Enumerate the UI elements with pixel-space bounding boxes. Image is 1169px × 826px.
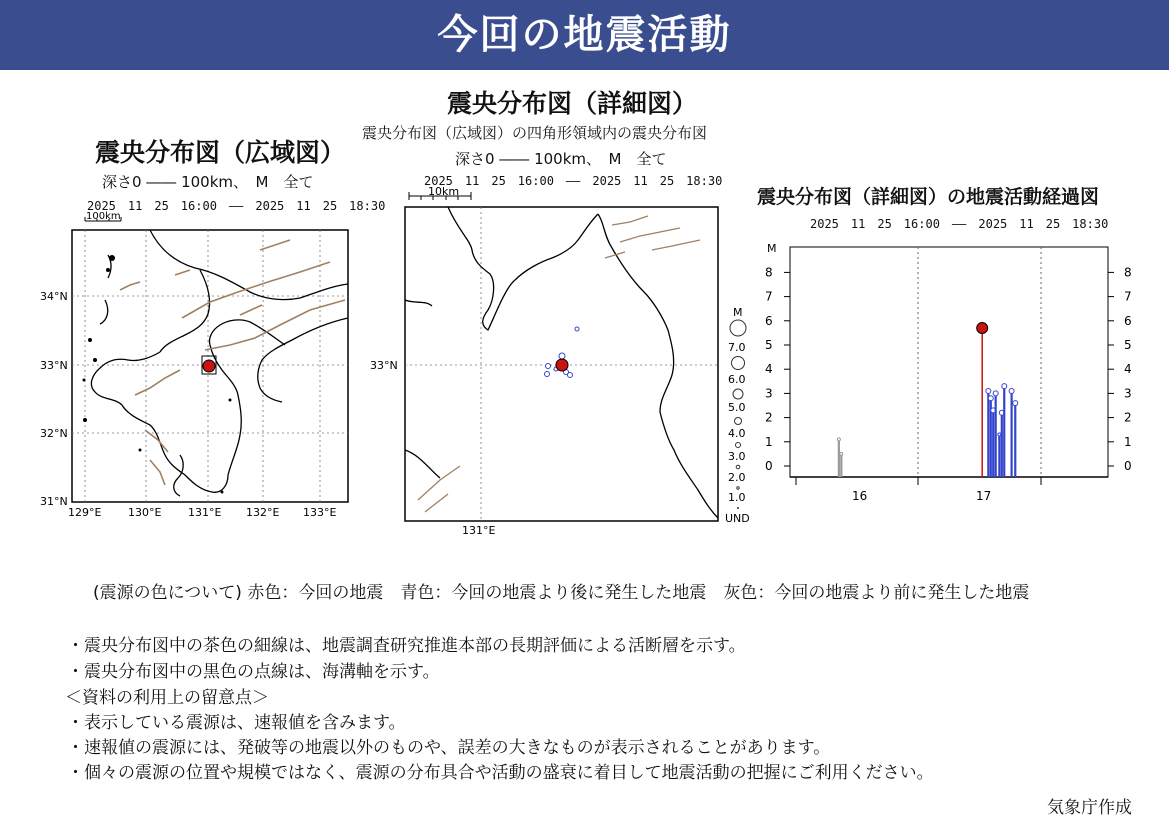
- wide-map-lat-labels: [40, 290, 68, 508]
- detail-map-desc: 震央分布図（広域図）の四角形領域内の震央分布図: [362, 124, 708, 142]
- event-after: [546, 364, 551, 369]
- detail-map-condition: 深さ0 ―― 100km、 M 全て: [455, 150, 667, 168]
- chart-ylabel: M: [767, 242, 777, 255]
- lat-label-34: 34°N: [40, 290, 68, 303]
- chart-ytick-label-left: 4: [765, 362, 773, 377]
- legend-title: M: [733, 306, 743, 319]
- detail-lon-label: 131°E: [462, 524, 496, 537]
- wide-map-title: 震央分布図（広域図）: [95, 138, 346, 167]
- detail-map-period: 2025 11 25 16:00 ―― 2025 11 25 18:30: [424, 174, 723, 188]
- legend-m6: 6.0: [728, 373, 746, 386]
- page-title: 今回の地震活動: [437, 12, 732, 58]
- chart-point: [837, 438, 840, 441]
- detail-map-title: 震央分布図（詳細図）: [447, 89, 698, 118]
- legend-m2: 2.0: [728, 471, 746, 484]
- wide-map-lon-labels: [68, 506, 336, 519]
- chart-point: [986, 388, 991, 393]
- chart-point: [993, 391, 998, 396]
- chart-point: [977, 323, 988, 334]
- lon-label-130: 130°E: [128, 506, 162, 519]
- chart-title: 震央分布図（詳細図）の地震活動経過図: [757, 186, 1100, 208]
- chart-point: [1013, 401, 1018, 406]
- chart-ytick-label-left: 1: [765, 434, 773, 449]
- lon-label-131: 131°E: [188, 506, 222, 519]
- lat-label-33: 33°N: [40, 359, 68, 372]
- chart-ytick-label-right: 0: [1124, 459, 1132, 473]
- event-after: [545, 372, 550, 377]
- detail-lat-label: 33°N: [370, 359, 398, 372]
- chart-ytick-label-right: 1: [1124, 434, 1132, 449]
- chart-point: [1009, 388, 1014, 393]
- chart-ytick-label-right: 2: [1124, 410, 1132, 425]
- chart-ytick-label-right: 6: [1124, 313, 1132, 328]
- detail-map-scale-label: 10km: [428, 185, 460, 198]
- chart-xtick-label-16: 16: [852, 489, 868, 503]
- chart-period: 2025 11 25 16:00 ―― 2025 11 25 18:30: [810, 217, 1109, 231]
- magnitude-legend: [725, 306, 750, 525]
- chart-ytick-label-left: 2: [765, 410, 773, 425]
- lat-label-31: 31°N: [40, 495, 68, 508]
- legend-und: UND: [725, 512, 750, 525]
- chart-point: [998, 433, 1001, 436]
- chart-xtick-label-17: 17: [976, 489, 992, 503]
- chart-frame: [790, 247, 1108, 477]
- chart-ytick-label-left: 6: [765, 313, 773, 328]
- time-series-chart: [765, 242, 1132, 503]
- chart-ytick-label-right: 7: [1124, 289, 1132, 304]
- chart-point: [988, 396, 993, 401]
- note-caution-heading: ＜資料の利用上の留意点＞: [65, 688, 269, 708]
- legend-m5: 5.0: [728, 401, 746, 414]
- event-after: [559, 353, 565, 359]
- lon-label-133: 133°E: [303, 506, 337, 519]
- wide-map-mainshock: [203, 360, 215, 372]
- wide-map-period: 2025 11 25 16:00 ―― 2025 11 25 18:30: [87, 199, 386, 213]
- chart-ytick-label-left: 0: [765, 459, 773, 473]
- note-trench: ・震央分布図中の黒色の点線は、海溝軸を示す。: [67, 662, 440, 682]
- lon-label-132: 132°E: [246, 506, 280, 519]
- wide-map-condition: 深さ0 ―― 100km、 M 全て: [102, 173, 314, 191]
- chart-ytick-label-left: 7: [765, 289, 773, 304]
- footer-credit: 気象庁作成: [1047, 798, 1132, 818]
- wide-map-scale-bar: [85, 211, 121, 222]
- legend-m1: 1.0: [728, 491, 746, 504]
- note-blasting: ・速報値の震源には、発破等の地震以外のものや、誤差の大きなものが表示されることがあります。: [67, 738, 831, 758]
- chart-ytick-label-left: 5: [765, 338, 773, 352]
- chart-point: [840, 452, 843, 455]
- event-after: [575, 327, 579, 331]
- wide-map-scale-label: 100km: [86, 211, 121, 222]
- chart-ytick-label-left: 8: [765, 265, 773, 280]
- chart-ytick-label-right: 8: [1124, 265, 1132, 280]
- color-note: (震源の色について) 赤色：今回の地震 青色：今回の地震より後に発生した地震 灰色：今回の地震より前に発生した地震: [93, 583, 1030, 603]
- event-mainshock: [556, 359, 568, 371]
- note-preliminary: ・表示している震源は、速報値を含みます。: [67, 713, 406, 733]
- note-faults: ・震央分布図中の茶色の細線は、地震調査研究推進本部の長期評価による活断層を示す。: [67, 636, 746, 656]
- legend-m4: 4.0: [728, 427, 746, 440]
- chart-ytick-label-right: 3: [1124, 386, 1132, 401]
- detail-map-scale-bar: [409, 185, 471, 200]
- chart-ytick-label-right: 4: [1124, 362, 1132, 377]
- chart-ytick-label-right: 5: [1124, 338, 1132, 352]
- legend-m7: 7.0: [728, 341, 746, 354]
- note-usage: ・個々の震源の位置や規模ではなく、震源の分布具合や活動の盛衰に着目して地震活動の把握にご利用ください。: [67, 763, 934, 783]
- chart-ytick-label-left: 3: [765, 386, 773, 401]
- lon-label-129: 129°E: [68, 506, 102, 519]
- chart-point: [1002, 384, 1007, 389]
- lat-label-32: 32°N: [40, 427, 68, 440]
- event-after: [568, 373, 573, 378]
- legend-m3: 3.0: [728, 450, 746, 463]
